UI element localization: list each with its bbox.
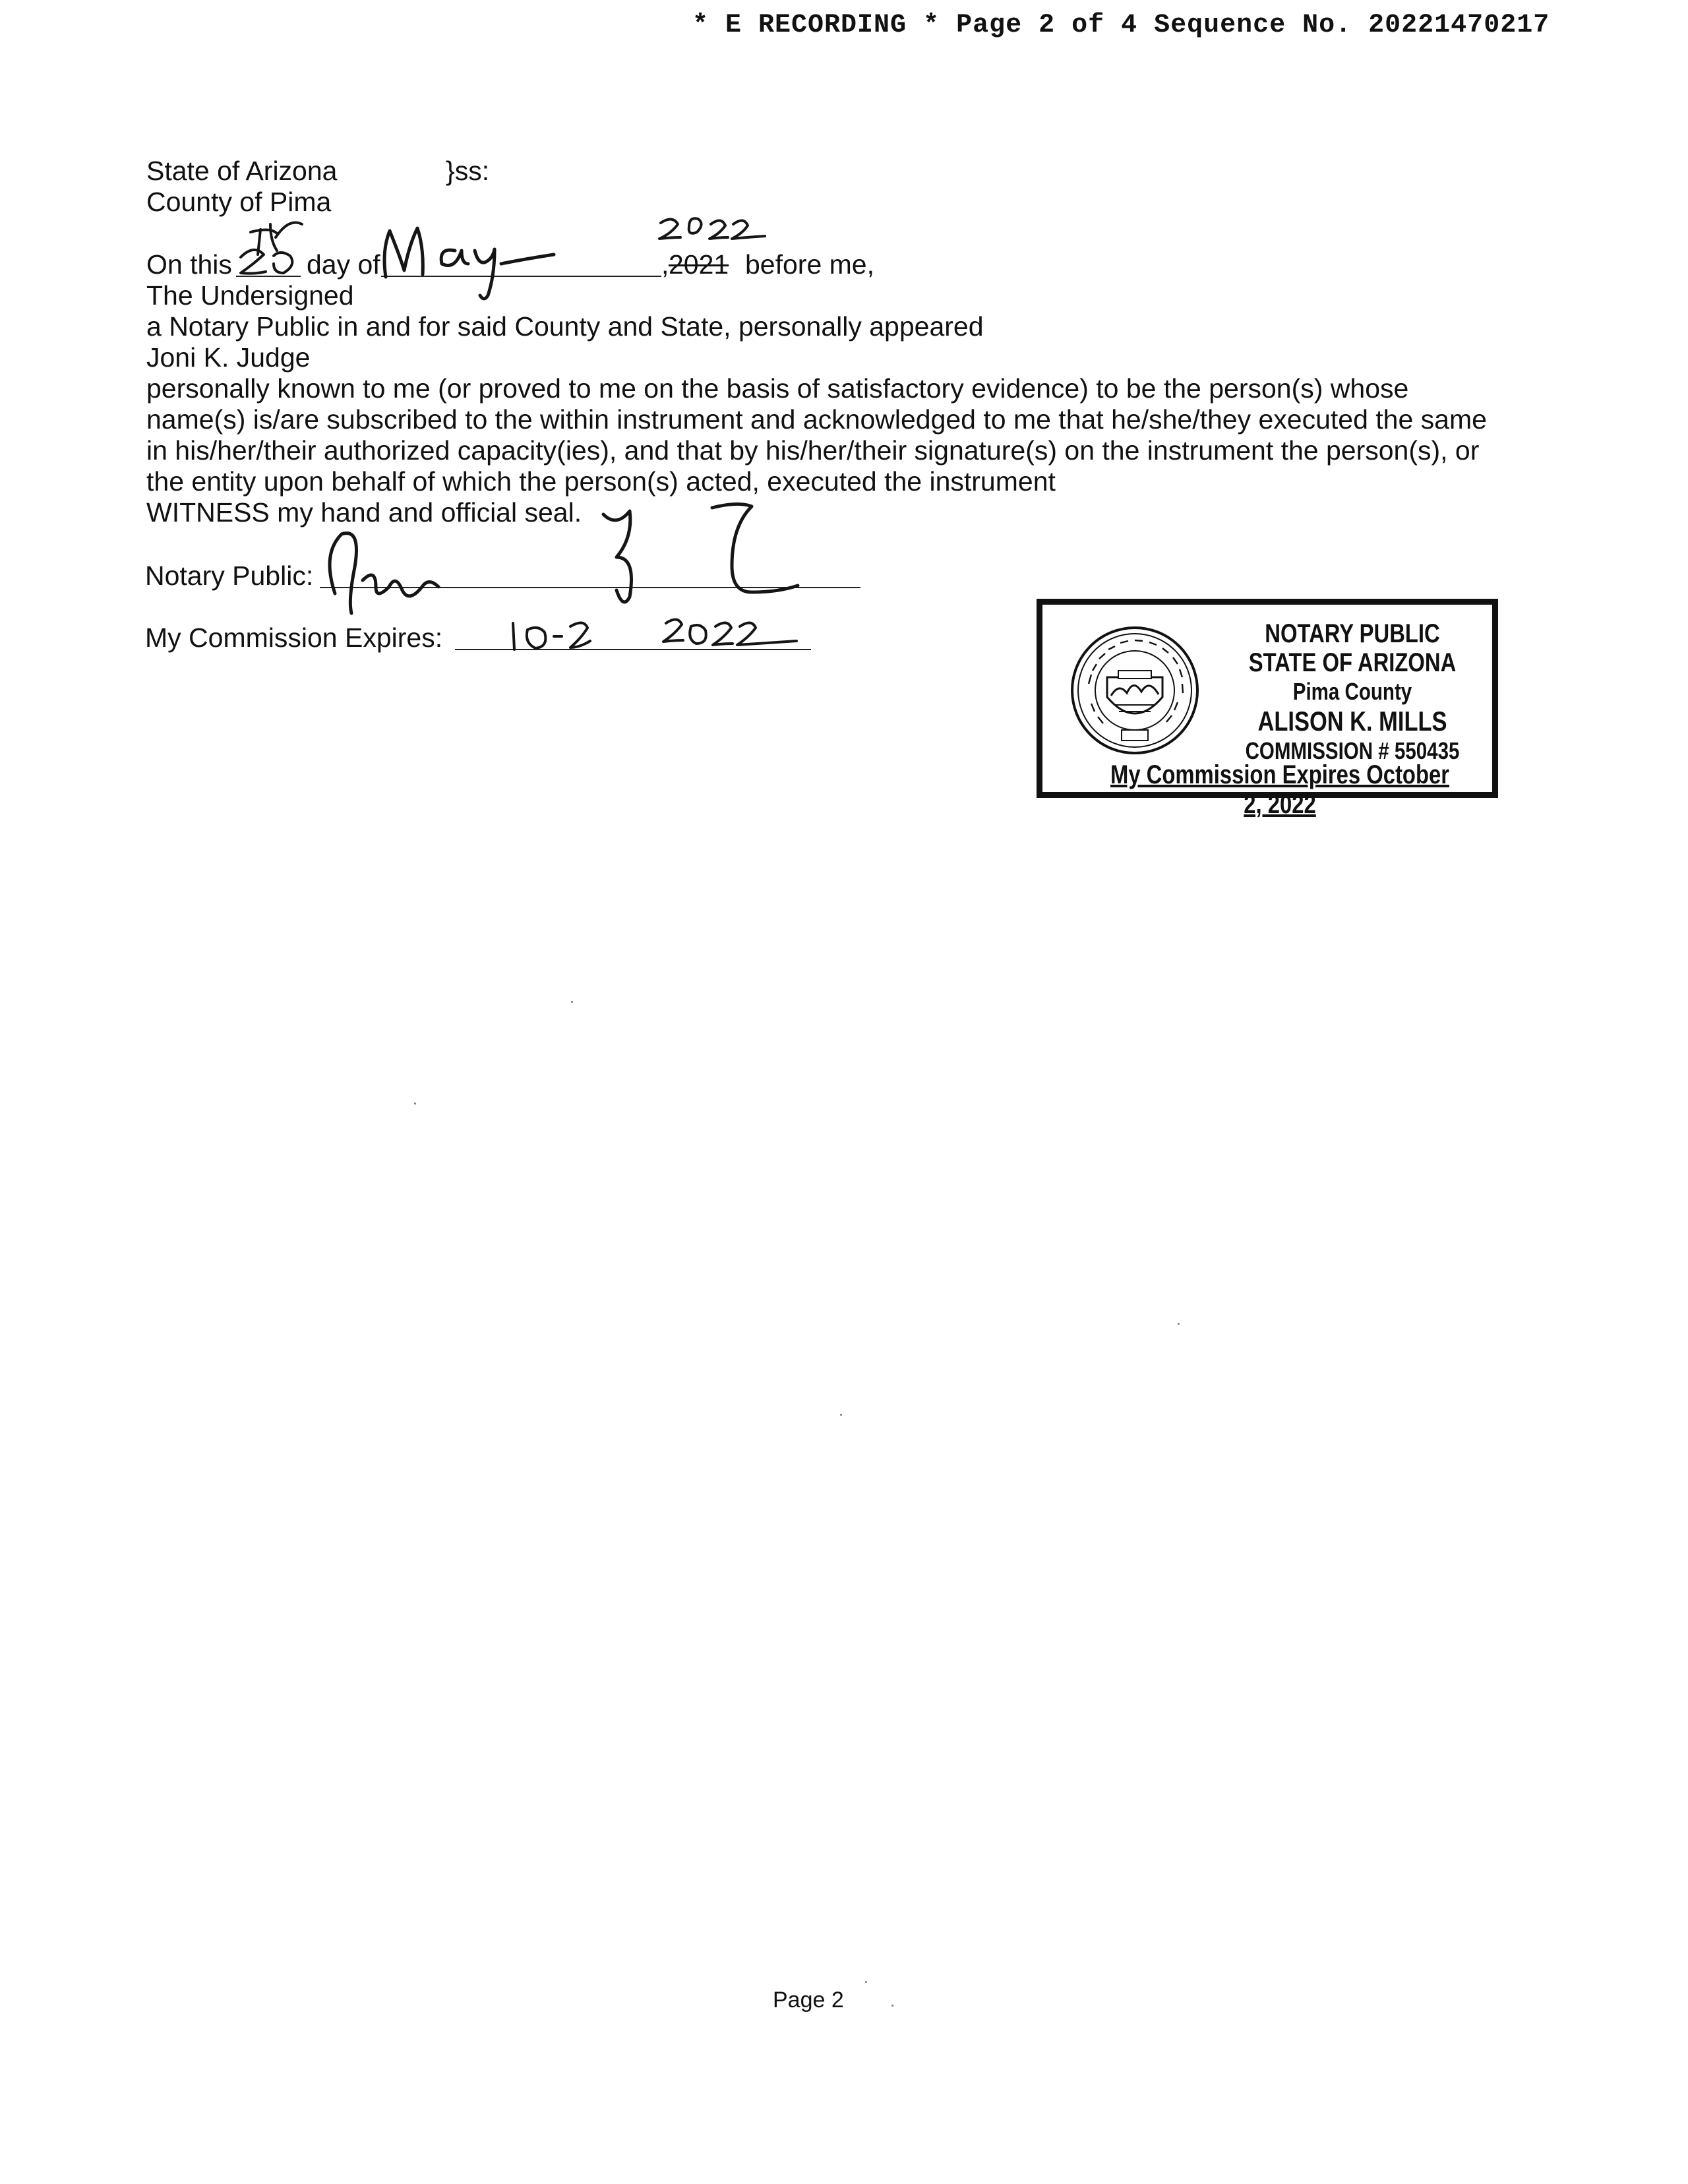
stamp-notary-name: ALISON K. MILLS	[1257, 706, 1447, 737]
county-line: County of Pima	[146, 187, 332, 217]
body-line-4: the entity upon behalf of which the person(s) acted, executed the instrument	[146, 466, 1056, 497]
body-line-1: personally known to me (or proved to me on the basis of satisfactory evidence) to be the person(s) whose	[146, 373, 1409, 404]
ss-label: }ss:	[446, 156, 490, 186]
notary-stamp	[1037, 599, 1498, 819]
stamp-commission-number: COMMISSION # 550435	[1245, 737, 1460, 764]
comma-mark: ,	[661, 249, 669, 280]
on-this-label: On this	[146, 249, 232, 280]
handwritten-commission-date	[513, 619, 797, 650]
struck-year: 2021	[669, 249, 729, 280]
body-line-2: name(s) is/are subscribed to the within instrument and acknowledged to me that he/she/they executed the same	[146, 404, 1487, 435]
page-number: Page 2	[773, 1987, 844, 2013]
body-line-3: in his/her/their authorized capacity(ies), and that by his/her/their signature(s) on the instrument the person(s), or	[146, 435, 1480, 466]
scan-speck	[840, 1414, 842, 1416]
notary-public-label: Notary Public:	[145, 561, 314, 591]
handwritten-year	[659, 218, 765, 239]
scan-speck	[865, 1981, 867, 1983]
state-line: State of Arizona	[146, 156, 338, 186]
officer-name: The Undersigned	[146, 280, 354, 311]
handwritten-month	[384, 228, 554, 299]
scan-speck	[414, 1103, 416, 1105]
stamp-county: Pima County	[1292, 678, 1412, 705]
notary-line: a Notary Public in and for said County and State, personally appeared	[146, 311, 984, 342]
witness-line: WITNESS my hand and official seal.	[146, 497, 582, 528]
before-me-label: before me,	[745, 249, 874, 280]
scan-speck	[891, 2005, 893, 2007]
commission-expires-label: My Commission Expires:	[145, 622, 443, 653]
handwritten-day	[241, 223, 302, 274]
stamp-title: NOTARY PUBLIC	[1265, 619, 1440, 648]
handwritten-signature	[330, 504, 798, 613]
arizona-seal-icon	[1069, 624, 1201, 756]
scan-speck	[1178, 1323, 1180, 1325]
signer-name: Joni K. Judge	[146, 342, 311, 373]
day-of-label: day of	[307, 249, 380, 280]
stamp-state: STATE OF ARIZONA	[1248, 648, 1457, 677]
stamp-text-block	[1244, 619, 1461, 766]
recording-header: * E RECORDING * Page 2 of 4 Sequence No. 20221470217	[692, 11, 1550, 40]
stamp-expiration: My Commission Expires October 2, 2022	[1110, 760, 1450, 819]
scan-speck	[571, 1001, 573, 1003]
